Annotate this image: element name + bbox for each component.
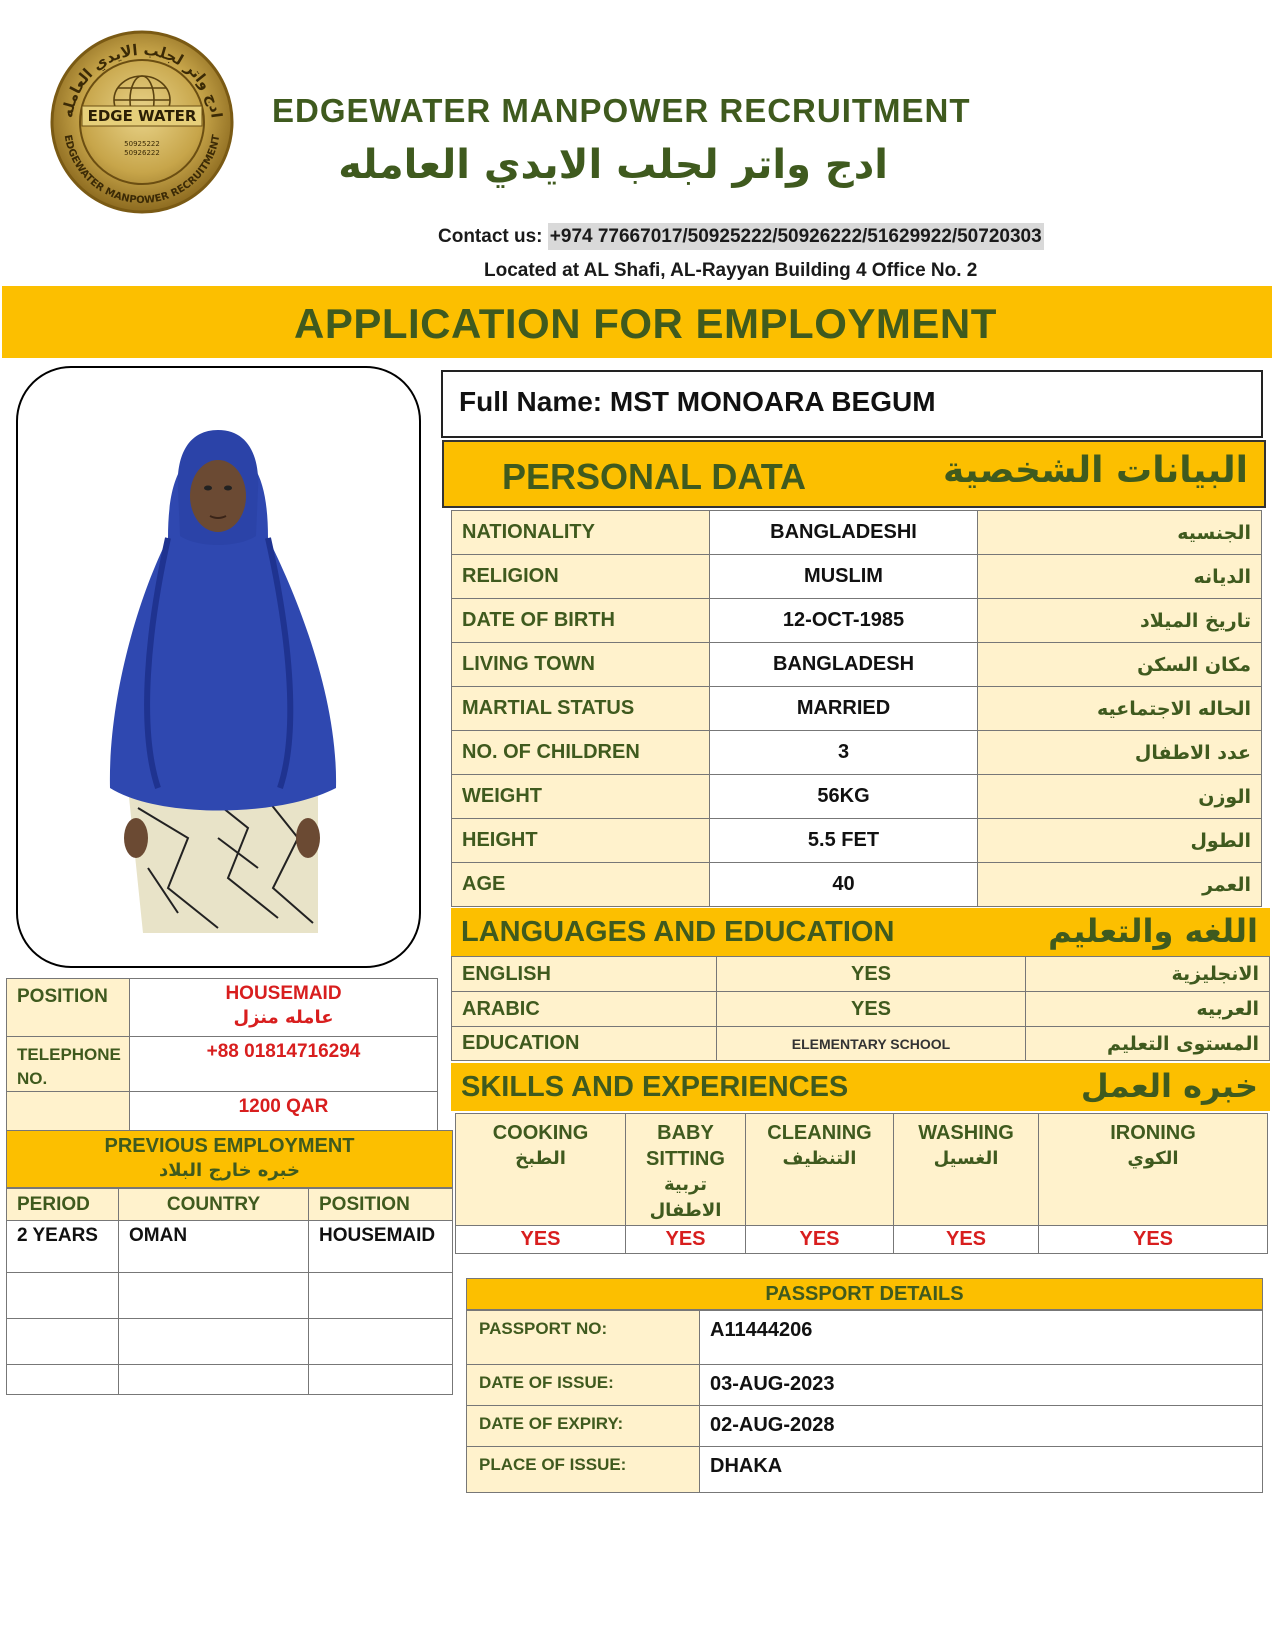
skill-value: YES <box>626 1226 746 1254</box>
page-title: APPLICATION FOR EMPLOYMENT <box>294 300 997 347</box>
period-cell <box>7 1365 119 1395</box>
table-row <box>467 1447 1263 1493</box>
skill-name: WASHING <box>918 1122 1014 1144</box>
row-label-arabic: مكان السكن <box>978 643 1262 687</box>
column-header: PERIOD <box>7 1189 119 1221</box>
row-value: 02-AUG-2028 <box>700 1406 1263 1447</box>
table-row <box>452 775 1262 819</box>
table-row <box>456 1226 1268 1254</box>
skill-cell <box>1039 1114 1268 1226</box>
table-row <box>7 979 438 1037</box>
previous-employment-title-arabic: خبره خارج البلاد <box>159 1160 300 1181</box>
row-label: NO. OF CHILDREN <box>452 731 710 775</box>
skill-name-arabic: الكوي <box>1127 1148 1179 1169</box>
table-row <box>467 1311 1263 1365</box>
row-label-arabic: الجنسيه <box>978 511 1262 555</box>
table-row <box>452 819 1262 863</box>
personal-data-table <box>451 510 1262 907</box>
table-row <box>7 1365 453 1395</box>
row-value: BANGLADESHI <box>710 511 978 555</box>
position-table <box>6 978 438 1134</box>
table-header-row <box>7 1189 453 1221</box>
column-header: COUNTRY <box>119 1189 309 1221</box>
table-row <box>452 1027 1270 1061</box>
country-cell <box>119 1319 309 1365</box>
company-name-english: EDGEWATER MANPOWER RECRUITMENT <box>272 92 971 129</box>
applicant-photo <box>16 366 421 968</box>
table-row <box>452 511 1262 555</box>
row-label-arabic: العربيه <box>1026 992 1270 1027</box>
table-row <box>467 1406 1263 1447</box>
position-cell <box>130 979 438 1037</box>
row-label-arabic: تاريخ الميلاد <box>978 599 1262 643</box>
row-label: WEIGHT <box>452 775 710 819</box>
row-label: NATIONALITY <box>452 511 710 555</box>
telephone-label: TELEPHONE NO. <box>7 1037 130 1092</box>
skill-cell <box>746 1114 894 1226</box>
previous-employment-header <box>6 1130 453 1188</box>
company-logo <box>42 30 242 215</box>
row-label-arabic: العمر <box>978 863 1262 907</box>
table-row <box>456 1114 1268 1226</box>
row-value: MUSLIM <box>710 555 978 599</box>
salary-label <box>7 1092 130 1134</box>
contact-label: Contact us: <box>438 226 548 247</box>
table-row <box>7 1319 453 1365</box>
telephone-value: +88 01814716294 <box>130 1037 438 1092</box>
skill-name: BABY SITTING <box>646 1122 725 1170</box>
row-value: 3 <box>710 731 978 775</box>
row-value: DHAKA <box>700 1447 1263 1493</box>
row-label: ENGLISH <box>452 957 717 992</box>
row-value: 03-AUG-2023 <box>700 1365 1263 1406</box>
position-cell: HOUSEMAID <box>309 1221 453 1273</box>
languages-title-arabic: اللغه والتعليم <box>1048 912 1258 950</box>
country-cell: OMAN <box>119 1221 309 1273</box>
row-label: LIVING TOWN <box>452 643 710 687</box>
contact-numbers: +974 77667017/50925222/50926222/51629922/50720303 <box>548 223 1044 250</box>
period-cell <box>7 1319 119 1365</box>
table-row <box>452 643 1262 687</box>
row-label: DATE OF ISSUE: <box>467 1365 700 1406</box>
row-label: HEIGHT <box>452 819 710 863</box>
row-label: PASSPORT NO: <box>467 1311 700 1365</box>
position-cell <box>309 1365 453 1395</box>
skill-value: YES <box>894 1226 1039 1254</box>
languages-title: LANGUAGES AND EDUCATION <box>461 916 895 948</box>
country-cell <box>119 1273 309 1319</box>
skill-value: YES <box>746 1226 894 1254</box>
skill-value: YES <box>1039 1226 1268 1254</box>
full-name: Full Name: MST MONOARA BEGUM <box>459 386 936 417</box>
logo-ring-english: EDGEWATER MANPOWER RECRUITMENT <box>61 133 223 207</box>
position-cell <box>309 1319 453 1365</box>
skills-title-arabic: خبره العمل <box>1080 1067 1258 1105</box>
previous-employment-table <box>6 1188 453 1395</box>
row-label: MARTIAL STATUS <box>452 687 710 731</box>
table-row <box>7 1221 453 1273</box>
skill-name: COOKING <box>492 1122 589 1144</box>
table-row <box>7 1092 438 1134</box>
table-row <box>7 1037 438 1092</box>
skill-cell <box>894 1114 1039 1226</box>
skills-table <box>455 1113 1268 1254</box>
row-label-arabic: الديانه <box>978 555 1262 599</box>
row-value: YES <box>717 957 1026 992</box>
row-value: 56KG <box>710 775 978 819</box>
row-value: 40 <box>710 863 978 907</box>
position-value: HOUSEMAID <box>225 983 342 1004</box>
row-value: A11444206 <box>700 1311 1263 1365</box>
languages-header <box>451 908 1270 956</box>
skills-title: SKILLS AND EXPERIENCES <box>461 1071 849 1103</box>
row-label-arabic: المستوى التعليم <box>1026 1027 1270 1061</box>
logo-phone-1: 50925222 <box>124 140 160 148</box>
column-header: POSITION <box>309 1189 453 1221</box>
skill-name: CLEANING <box>767 1122 872 1144</box>
skill-value: YES <box>456 1226 626 1254</box>
row-label: AGE <box>452 863 710 907</box>
row-label: PLACE OF ISSUE: <box>467 1447 700 1493</box>
skills-header <box>451 1063 1270 1111</box>
logo-phone-2: 50926222 <box>124 149 160 157</box>
table-row <box>452 957 1270 992</box>
skill-name: IRONING <box>1110 1122 1196 1144</box>
row-label-arabic: عدد الاطفال <box>978 731 1262 775</box>
passport-table <box>466 1310 1263 1493</box>
row-label: EDUCATION <box>452 1027 717 1061</box>
personal-data-title-arabic: البيانات الشخصية <box>943 450 1248 491</box>
office-location: Located at AL Shafi, AL-Rayyan Building 4 Office No. 2 <box>484 260 978 281</box>
passport-header: PASSPORT DETAILS <box>466 1278 1263 1310</box>
full-name-box <box>441 370 1263 438</box>
title-bar <box>2 286 1272 358</box>
row-label-arabic: الانجليزية <box>1026 957 1270 992</box>
country-cell <box>119 1365 309 1395</box>
row-value: 5.5 FET <box>710 819 978 863</box>
skill-name-arabic: تربية الاطفال <box>649 1174 722 1221</box>
row-value: YES <box>717 992 1026 1027</box>
row-label: ARABIC <box>452 992 717 1027</box>
languages-table <box>451 956 1270 1061</box>
skill-cell <box>626 1114 746 1226</box>
period-cell: 2 YEARS <box>7 1221 119 1273</box>
row-value: 12-OCT-1985 <box>710 599 978 643</box>
personal-data-header <box>442 440 1266 508</box>
position-value-arabic: عامله منزل <box>233 1007 334 1028</box>
row-label: DATE OF EXPIRY: <box>467 1406 700 1447</box>
table-row <box>452 863 1262 907</box>
personal-data-title: PERSONAL DATA <box>502 456 807 497</box>
table-row <box>452 687 1262 731</box>
logo-ring-arabic: ادج واتر لجلب الايدي العامله <box>58 40 226 120</box>
logo-wordmark: EDGE WATER <box>87 107 197 125</box>
table-row <box>467 1365 1263 1406</box>
row-label-arabic: الحاله الاجتماعيه <box>978 687 1262 731</box>
salary-value: 1200 QAR <box>130 1092 438 1134</box>
skill-name-arabic: الطبخ <box>515 1148 566 1169</box>
table-row <box>452 992 1270 1027</box>
row-label: DATE OF BIRTH <box>452 599 710 643</box>
row-label-arabic: الطول <box>978 819 1262 863</box>
company-name-arabic: ادج واتر لجلب الايدي العامله <box>338 142 888 188</box>
row-value: MARRIED <box>710 687 978 731</box>
period-cell <box>7 1273 119 1319</box>
row-value: BANGLADESH <box>710 643 978 687</box>
row-label: RELIGION <box>452 555 710 599</box>
row-label-arabic: الوزن <box>978 775 1262 819</box>
position-label: POSITION <box>7 979 130 1037</box>
skill-name-arabic: الغسيل <box>933 1148 999 1169</box>
position-cell <box>309 1273 453 1319</box>
row-value: ELEMENTARY SCHOOL <box>717 1027 1026 1061</box>
skill-cell <box>456 1114 626 1226</box>
previous-employment-title: PREVIOUS EMPLOYMENT <box>104 1135 355 1157</box>
table-row <box>452 599 1262 643</box>
skill-name-arabic: التنظيف <box>782 1148 857 1169</box>
table-row <box>452 555 1262 599</box>
contact-line <box>438 226 1044 248</box>
table-row <box>452 731 1262 775</box>
table-row <box>7 1273 453 1319</box>
